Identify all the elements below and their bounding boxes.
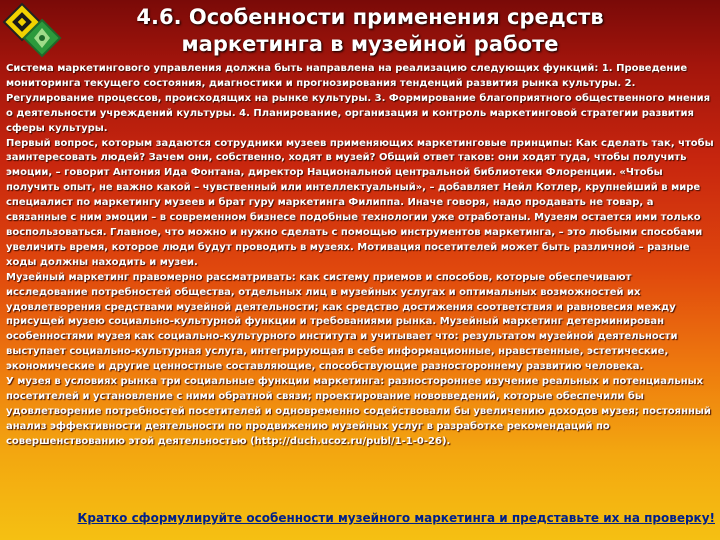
paragraph-social-functions: У музея в условиях рынка три социальные функции маркетинга: разностороннее изучение реальных и потенциальных посетителей и установление с ними обратной связи; проектирование нововведений, которые обеспечили бы удовлетворение потребностей посетителей и одновременно содействовали бы увеличению доходов музея; постоянный анализ эффективности деятельности по продвижению музейных услуг в разработке рекомендаций по совершенствованию этой деятельностью (http://duch.ucoz.ru/publ/1-1-0-26). (6, 376, 711, 447)
paragraph-first-question: Первый вопрос, которым задаются сотрудники музеев применяющих маркетинговые принципы: Как сделать так, чтобы заинтересовать людей? Зачем они, собственно, ходят в музей? Общий ответ таков: они ходят туда, чтобы получить эмоции, – говорит Антония Ида Фонтана, директор Национальной центральной библиотеки Флоренции. «Чтобы получить опыт, не важно какой – чувственный или интеллектуальный», – добавляет Нейл Котлер, крупнейший в мире специалист по маркетингу музеев и брат гуру маркетинга Филиппа. Иначе говоря, надо продавать не товар, а связанные с ним эмоции – в современном бизнесе подобные технологии уже отработаны. Музеям остается ими только воспользоваться. Главное, что можно и нужно сделать с помощью инструментов маркетинга, – это любыми способами увеличить время, которое люди будут проводить в музеях. Мотивация посетителей может быть различной – разные ходы должны находить и музеи. (6, 137, 714, 268)
title-line-2: маркетинга в музейной работе (181, 32, 559, 56)
task-instruction-link[interactable]: Кратко сформулируйте особенности музейного маркетинга и представьте их на проверку! (77, 511, 715, 525)
slide-title (110, 4, 630, 58)
slide-body (6, 62, 714, 450)
title-line-1: 4.6. Особенности применения средств (136, 5, 604, 29)
paragraph-museum-marketing: Музейный маркетинг правомерно рассматривать: как систему приемов и способов, которые обеспечивают исследование потребностей общества, отдельных лиц в музейных услугах и оптимальных возможностей их удовлетворения средствами музейной деятельности; как средство достижения соответствия и равновесия между присущей музею социально-культурной функции и требованиями рынка. Музейный маркетинг детерминирован особенностями музея как социально-культурного института и учитывает что: результатом музейной деятельности выступает социально-культурная услуга, интегрирующая в себе информационные, нравственные, эстетические, экономические и другие ценностные составляющие, способствующие разностороннему развитию человека. (6, 271, 678, 373)
museum-logo-icon (2, 2, 62, 60)
paragraph-functions: Система маркетингового управления должна быть направлена на реализацию следующих функций: 1. Проведение мониторинга текущего состояния, диагностики и прогнозирования тенденций развития рынка культуры. 2. Регулирование процессов, происходящих на рынке культуры. 3. Формирование благоприятного общественного мнения о деятельности учреждений культуры. 4. Планирование, организация и контроль маркетинговой стратегии развития сферы культуры. (6, 63, 711, 134)
